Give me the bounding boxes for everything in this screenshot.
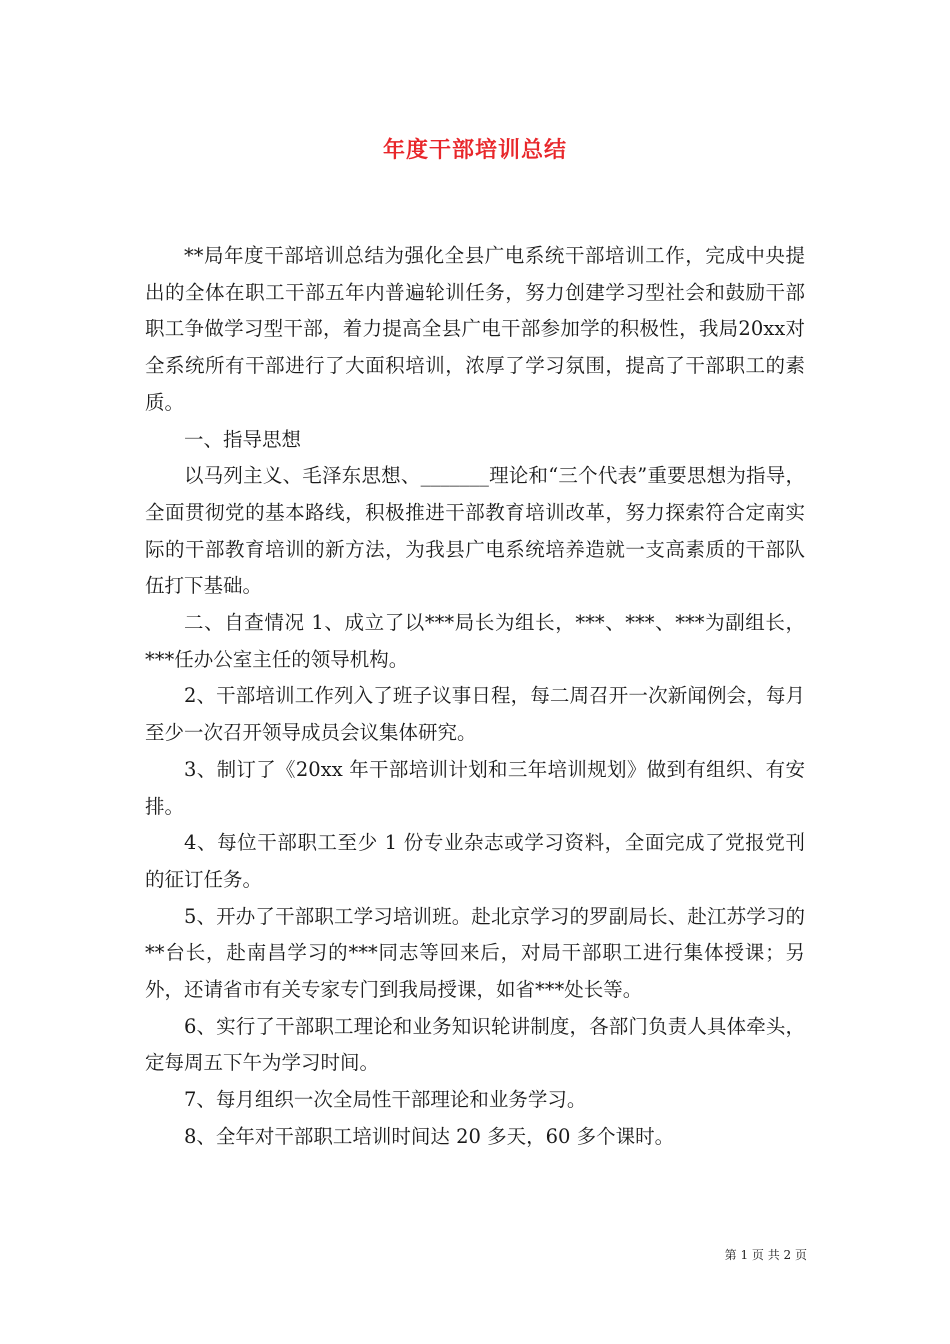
paragraph-item-4: 4、每位干部职工至少 1 份专业杂志或学习资料，全面完成了党报党刊的征订任务。 (145, 831, 805, 891)
document-body (145, 238, 805, 1156)
paragraph-self-check-1: 二、自查情况 1、成立了以***局长为组长，***、***、***为副组长，***任办公室主任的领导机构。 (145, 611, 805, 671)
paragraph-item-7: 7、每月组织一次全局性干部理论和业务学习。 (184, 1088, 587, 1112)
paragraph-item-8: 8、全年对干部职工培训时间达 20 多天，60 多个课时。 (184, 1124, 675, 1148)
paragraph-item-3: 3、制订了《20xx 年干部培训计划和三年培训规划》做到有组织、有安排。 (145, 757, 805, 818)
paragraph-intro: **局年度干部培训总结为强化全县广电系统干部培训工作，完成中央提出的全体在职工干部五年内普遍轮训任务，努力创建学习型社会和鼓励干部职工争做学习型干部，着力提高全县广电干部参加学的积极性，我局20xx对全系统所有干部进行了大面积培训，浓厚了学习氛围，提高了干部职工的素质。 (145, 244, 805, 414)
paragraph-item-5: 5、开办了干部职工学习培训班。赴北京学习的罗副局长、赴江苏学习的**台长，赴南昌学习的***同志等回来后，对局干部职工进行集体授课；另外，还请省市有关专家专门到我局授课，如省***处长等。 (145, 904, 805, 1002)
document-title: 年度干部培训总结 (382, 137, 567, 163)
paragraph-guiding-ideology: 以马列主义、毛泽东思想、_______理论和“三个代表”重要思想为指导，全面贯彻党的基本路线，积极推进干部教育培训改革，努力探索符合定南实际的干部教育培训的新方法，为我县广电系统培养造就一支高素质的干部队伍打下基础。 (145, 464, 805, 598)
heading-guiding-ideology: 一、指导思想 (184, 427, 302, 451)
paragraph-item-2: 2、干部培训工作列入了班子议事日程，每二周召开一次新闻例会，每月至少一次召开领导成员会议集体研究。 (145, 684, 805, 745)
page-number-footer: 第 1 页 共 2 页 (724, 1248, 807, 1262)
paragraph-item-6: 6、实行了干部职工理论和业务知识轮讲制度，各部门负责人具体牵头，定每周五下午为学习时间。 (145, 1014, 805, 1075)
